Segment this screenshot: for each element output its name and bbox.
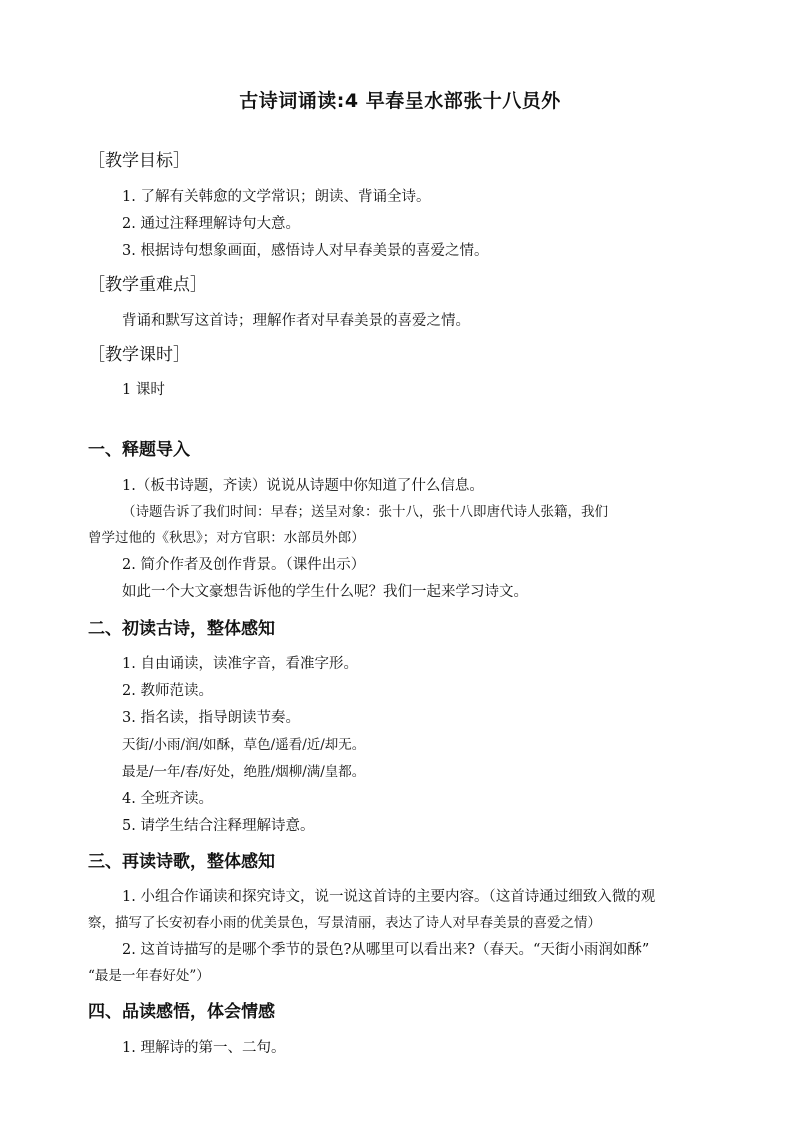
- section-heading: 一、释题导入: [88, 440, 190, 460]
- section-line: 2. 教师范读。: [122, 683, 213, 699]
- section-line: 1.（板书诗题，齐读）说说从诗题中你知道了什么信息。: [122, 478, 484, 494]
- section-line: “最是一年春好处”）: [88, 968, 210, 984]
- document-title: 古诗词诵读:4 早春呈水部张十八员外: [239, 90, 561, 112]
- section-line: 3. 指名读，指导朗读节奏。: [122, 710, 300, 726]
- section-line: 2. 这首诗描写的是哪个季节的景色?从哪里可以看出来?（春天。“天街小雨润如酥”: [122, 942, 650, 958]
- section-line: 1. 小组合作诵读和探究诗文，说一说这首诗的主要内容。（这首诗通过细致入微的观: [122, 889, 656, 905]
- section-line: 1. 理解诗的第一、二句。: [122, 1040, 286, 1056]
- section-line: 5. 请学生结合注释理解诗意。: [122, 818, 315, 834]
- section-heading: 二、初读古诗，整体感知: [88, 619, 275, 639]
- section-line: （诗题告诉了我们时间：早春；送呈对象：张十八，张十八即唐代诗人张籍，我们: [122, 504, 608, 520]
- section-line: 如此一个大文豪想告诉他的学生什么呢？我们一起来学习诗文。: [122, 584, 528, 600]
- hours-text: 1 课时: [122, 382, 165, 398]
- section-line: 察，描写了长安初春小雨的优美景色，写景清丽，表达了诗人对早春美景的喜爱之情）: [88, 915, 601, 931]
- hours-heading: ［教学课时］: [88, 345, 190, 365]
- key-points-heading: ［教学重难点］: [88, 275, 207, 295]
- objective-item: 3. 根据诗句想象画面，感悟诗人对早春美景的喜爱之情。: [122, 243, 489, 259]
- poem-line: 天街/小雨/润/如酥，草色/遥看/近/却无。: [122, 737, 366, 753]
- objective-item: 1. 了解有关韩愈的文学常识；朗读、背诵全诗。: [122, 189, 431, 205]
- objective-item: 2. 通过注释理解诗句大意。: [122, 216, 300, 232]
- objectives-heading: ［教学目标］: [88, 151, 190, 171]
- section-line: 1. 自由诵读，读准字音，看准字形。: [122, 656, 358, 672]
- section-heading: 四、品读感悟，体会情感: [88, 1002, 275, 1022]
- section-line: 4. 全班齐读。: [122, 791, 213, 807]
- key-points-text: 背诵和默写这首诗；理解作者对早春美景的喜爱之情。: [122, 313, 470, 329]
- section-line: 曾学过他的《秋思》；对方官职：水部员外郎）: [88, 530, 365, 546]
- poem-line: 最是/一年/春/好处，绝胜/烟柳/满/皇都。: [122, 764, 366, 780]
- section-heading: 三、再读诗歌，整体感知: [88, 852, 275, 872]
- section-line: 2. 简介作者及创作背景。（课件出示）: [122, 557, 366, 573]
